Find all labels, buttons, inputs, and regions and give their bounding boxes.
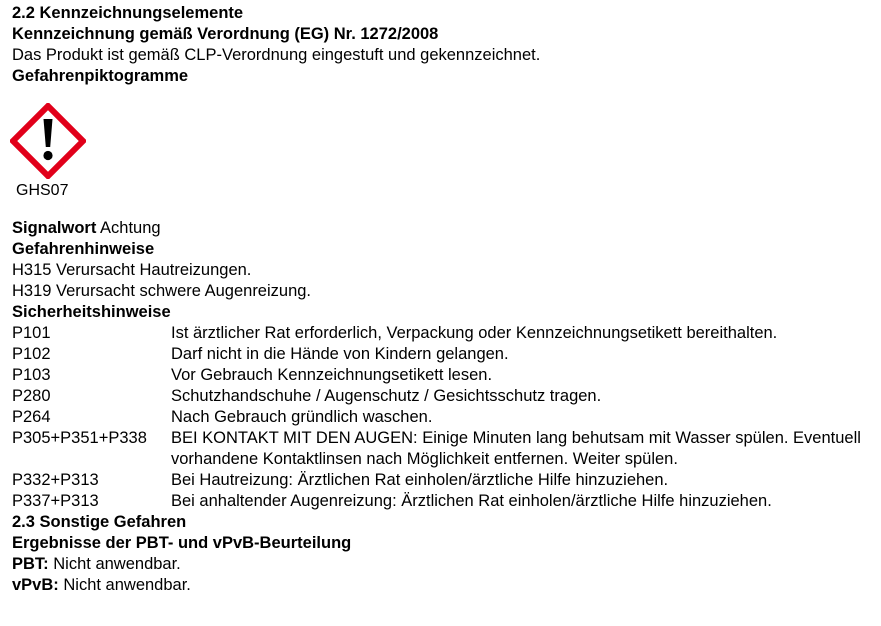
precautionary-code: P305+P351+P338 — [12, 429, 147, 447]
precautionary-code: P101 — [12, 324, 51, 342]
precautionary-statements-heading: Sicherheitshinweise — [12, 303, 171, 321]
precautionary-code: P103 — [12, 366, 51, 384]
precautionary-code: P280 — [12, 387, 51, 405]
pbt-label: PBT: — [12, 555, 49, 573]
hazard-statement: H315 Verursacht Hautreizungen. — [12, 261, 252, 279]
sds-document — [12, 3, 878, 596]
precautionary-text: Darf nicht in die Hände von Kindern gelangen. — [171, 345, 509, 363]
signal-word-label: Signalwort — [12, 219, 97, 237]
precautionary-code: P332+P313 — [12, 471, 99, 489]
hazard-statements-heading: Gefahrenhinweise — [12, 240, 155, 258]
pictograms-heading: Gefahrenpiktogramme — [12, 67, 189, 85]
pictogram-block — [12, 87, 878, 218]
precautionary-statement-row — [12, 365, 878, 386]
precautionary-code: P264 — [12, 408, 51, 426]
section-2-3-title: 2.3 Sonstige Gefahren — [12, 513, 187, 531]
signal-word-row — [12, 218, 878, 239]
section-2-2-title: 2.2 Kennzeichnungselemente — [12, 4, 244, 22]
precautionary-statement-row — [12, 407, 878, 428]
precautionary-statement-row — [12, 344, 878, 365]
precautionary-statement-row — [12, 386, 878, 407]
precautionary-text: Schutzhandschuhe / Augenschutz / Gesichtsschutz tragen. — [171, 387, 602, 405]
precautionary-text: Ist ärztlicher Rat erforderlich, Verpackung oder Kennzeichnungsetikett bereithalten. — [171, 324, 778, 342]
precautionary-text: Nach Gebrauch gründlich waschen. — [171, 408, 433, 426]
vpvb-row — [12, 575, 878, 596]
regulation-subtitle: Kennzeichnung gemäß Verordnung (EG) Nr. 1272/2008 — [12, 25, 439, 43]
precautionary-statement-row — [12, 323, 878, 344]
precautionary-code: P337+P313 — [12, 492, 99, 510]
signal-word-value: Achtung — [100, 219, 161, 237]
vpvb-value: Nicht anwendbar. — [63, 576, 191, 594]
precautionary-statement-row — [12, 470, 878, 491]
exclamation-mark-diamond-icon — [10, 103, 86, 179]
pbt-assessment-heading: Ergebnisse der PBT- und vPvB-Beurteilung — [12, 534, 352, 552]
precautionary-statement-row — [12, 491, 878, 512]
pbt-row — [12, 554, 878, 575]
precautionary-text: Vor Gebrauch Kennzeichnungsetikett lesen. — [171, 366, 493, 384]
classification-intro: Das Produkt ist gemäß CLP-Verordnung eingestuft und gekennzeichnet. — [12, 46, 541, 64]
precautionary-text: Bei Hautreizung: Ärztlichen Rat einholen/ärztliche Hilfe hinzuziehen. — [171, 471, 669, 489]
precautionary-code: P102 — [12, 345, 51, 363]
precautionary-text: Bei anhaltender Augenreizung: Ärztlichen Rat einholen/ärztliche Hilfe hinzuziehen. — [171, 492, 772, 510]
hazard-statement: H319 Verursacht schwere Augenreizung. — [12, 282, 312, 300]
pictogram-code: GHS07 — [16, 182, 69, 199]
vpvb-label: vPvB: — [12, 576, 59, 594]
precautionary-text: BEI KONTAKT MIT DEN AUGEN: Einige Minuten lang behutsam mit Wasser spülen. Eventuell vorhandene Kontaktlinsen nach Möglichkeit entfernen. Weiter spülen. — [171, 429, 861, 468]
pbt-value: Nicht anwendbar. — [53, 555, 181, 573]
precautionary-statement-row — [12, 428, 878, 470]
